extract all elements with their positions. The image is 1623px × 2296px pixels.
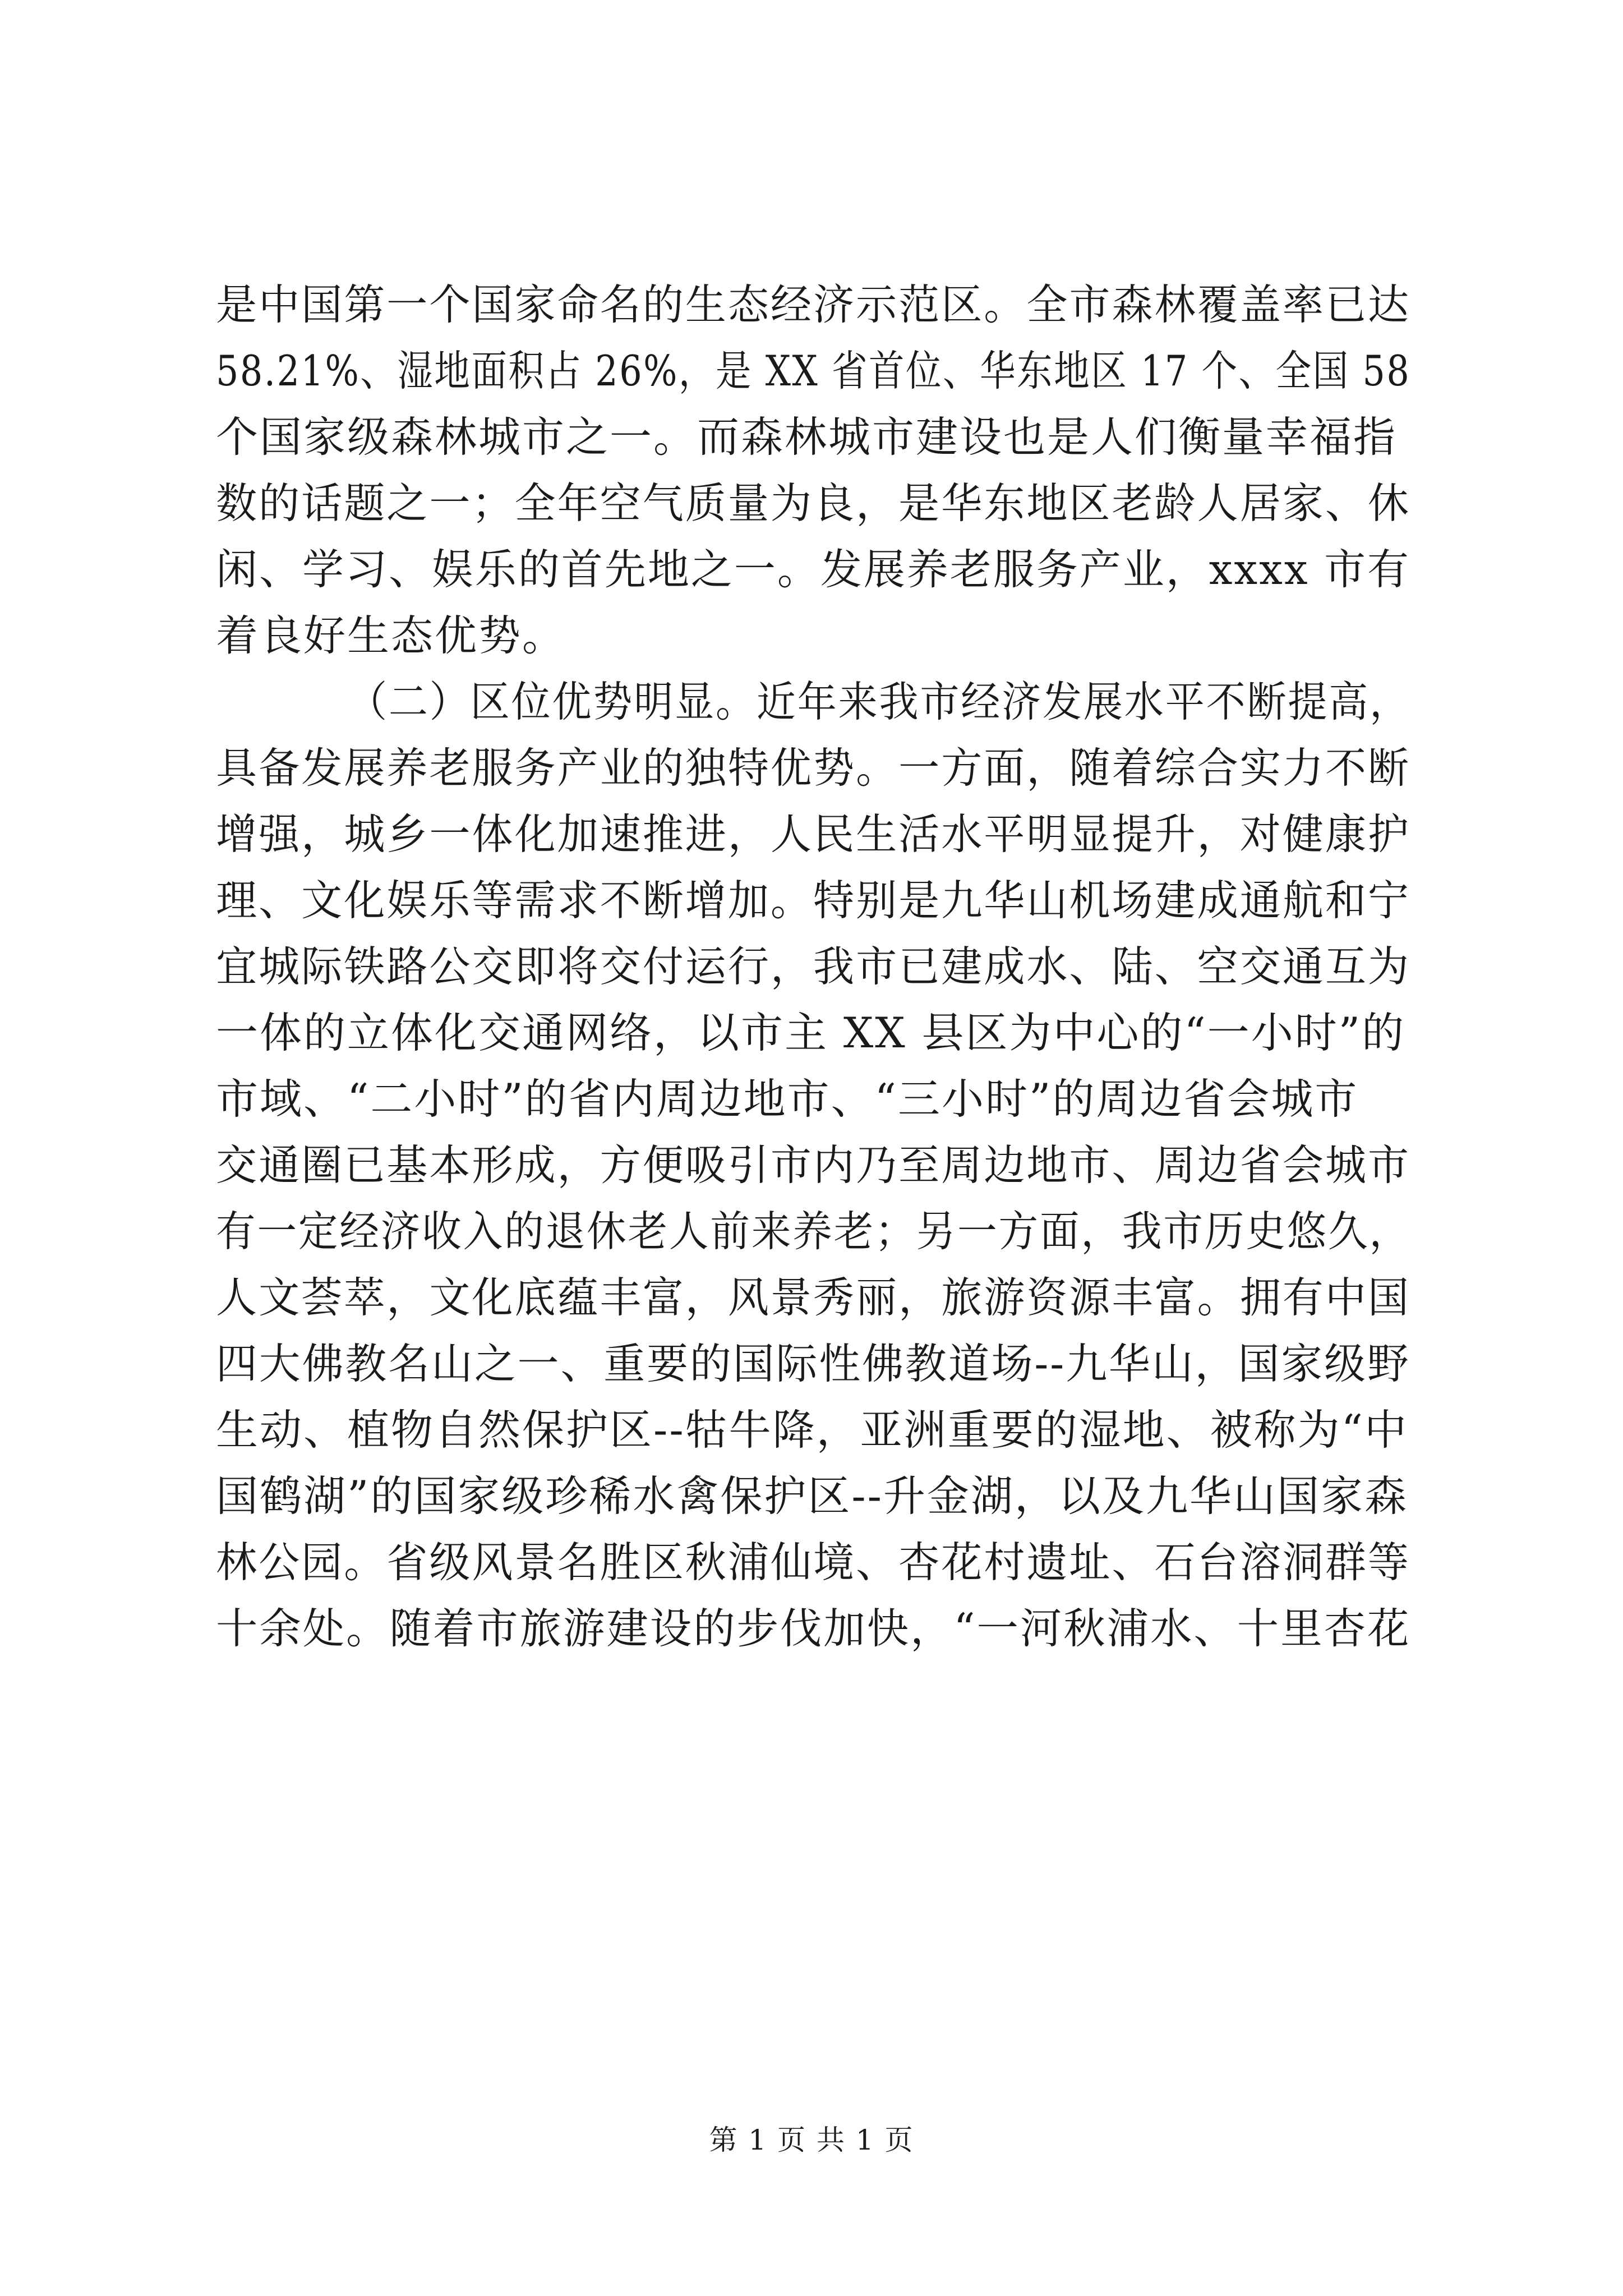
text-line: 着良好生态优势。 bbox=[216, 611, 566, 660]
text-line: 市域、“二小时”的省内周边地市、“三小时”的周边省会城市 bbox=[216, 1074, 1359, 1124]
text-line: 宜城际铁路公交即将交付运行，我市已建成水、陆、空交通互为 bbox=[216, 942, 1411, 991]
text-line: 生动、植物自然保护区--牯牛降，亚洲重要的湿地、被称为“中 bbox=[216, 1405, 1409, 1455]
text-line: 交通圈已基本形成，方便吸引市内乃至周边地市、周边省会城市 bbox=[216, 1140, 1411, 1190]
text-line: 闲、学习、娱乐的首先地之一。发展养老服务产业，xxxx 市有 bbox=[216, 545, 1411, 594]
text-line: 增强，城乡一体化加速推进，人民生活水平明显提升，对健康护 bbox=[216, 809, 1411, 859]
text-line: 数的话题之一；全年空气质量为良，是华东地区老龄人居家、休 bbox=[216, 478, 1411, 528]
text-line: 林公园。省级风景名胜区秋浦仙境、杏花村遗址、石台溶洞群等 bbox=[216, 1538, 1411, 1587]
text-line: 个国家级森林城市之一。而森林城市建设也是人们衡量幸福指 bbox=[216, 412, 1398, 462]
text-line: 人文荟萃，文化底蕴丰富，风景秀丽，旅游资源丰富。拥有中国 bbox=[216, 1273, 1411, 1322]
text-line: 十余处。随着市旅游建设的步伐加快，“一河秋浦水、十里杏花 bbox=[216, 1604, 1411, 1653]
text-line: 国鹤湖”的国家级珍稀水禽保护区--升金湖，以及九华山国家森 bbox=[216, 1471, 1409, 1521]
text-line: 是中国第一个国家命名的生态经济示范区。全市森林覆盖率已达 bbox=[216, 280, 1411, 329]
page-footer bbox=[0, 2120, 1623, 2160]
text-line: 一体的立体化交通网络，以市主 XX 县区为中心的“一小时”的 bbox=[216, 1008, 1406, 1057]
text-line: 理、文化娱乐等需求不断增加。特别是九华山机场建成通航和宁 bbox=[216, 876, 1411, 925]
text-line: 58.21%、湿地面积占 26%，是 XX 省首位、华东地区 17 个、全国 58 bbox=[216, 346, 1411, 395]
text-line: 四大佛教名山之一、重要的国际性佛教道场--九华山，国家级野 bbox=[216, 1339, 1410, 1388]
section-heading-line: （二）区位优势明显。近年来我市经济发展水平不断提高， bbox=[348, 677, 1411, 726]
body-text bbox=[216, 272, 1410, 1662]
page-number-label: 第 1 页 共 1 页 bbox=[709, 2124, 914, 2156]
text-line: 具备发展养老服务产业的独特优势。一方面，随着综合实力不断 bbox=[216, 743, 1411, 793]
text-line: 有一定经济收入的退休老人前来养老；另一方面，我市历史悠久， bbox=[216, 1207, 1411, 1256]
